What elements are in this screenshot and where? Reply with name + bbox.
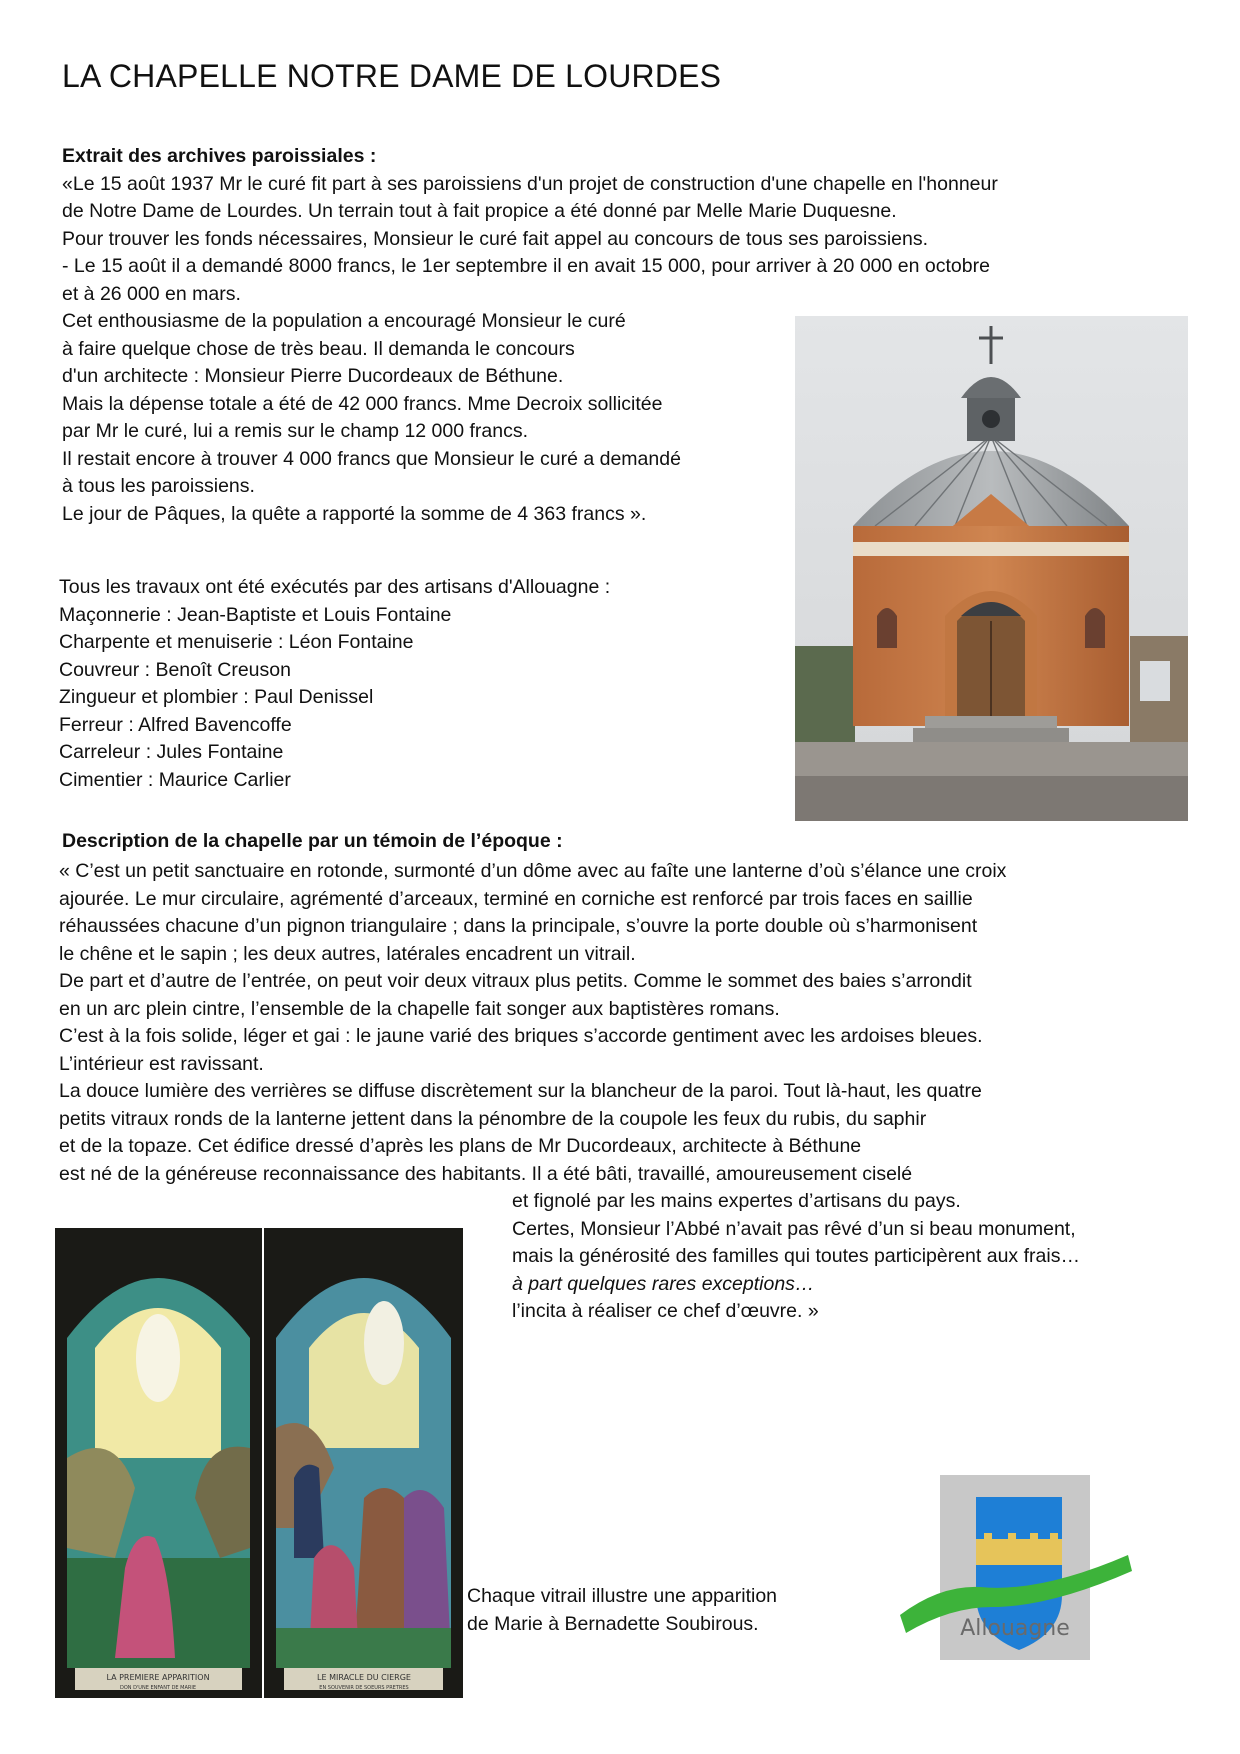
caption-line: de Marie à Bernadette Soubirous. bbox=[467, 1612, 759, 1635]
archives-line: par Mr le curé, lui a remis sur le champ 12 000 francs. bbox=[62, 420, 529, 442]
description-line: et de la topaze. Cet édifice dressé d’après les plans de Mr Ducordeaux, architecte à Béthune bbox=[59, 1135, 862, 1157]
archives-line: - Le 15 août il a demandé 8000 francs, le 1er septembre il en avait 15 000, pour arriver à 20 000 en octobre bbox=[62, 255, 990, 277]
description-line: le chêne et le sapin ; les deux autres, latérales encadrent un vitrail. bbox=[59, 942, 636, 965]
archives-line: d'un architecte : Monsieur Pierre Ducordeaux de Béthune. bbox=[62, 365, 564, 387]
description-line: en un arc plein cintre, l’ensemble de la chapelle fait songer aux baptistères romans. bbox=[59, 997, 780, 1020]
right-window-sub: EN SOUVENIR DE SOEURS PRETRES bbox=[319, 1685, 409, 1691]
description-line: L’intérieur est ravissant. bbox=[59, 1052, 264, 1075]
archives-line: et à 26 000 en mars. bbox=[62, 282, 241, 305]
archives-line: Le jour de Pâques, la quête a rapporté la somme de 4 363 francs ». bbox=[62, 502, 647, 525]
archives-line: Il restait encore à trouver 4 000 francs que Monsieur le curé a demandé bbox=[62, 447, 681, 470]
archives-line: «Le 15 août 1937 Mr le curé fit part à ses paroissiens d'un projet de construction d'une chapelle en l'honneur bbox=[62, 172, 998, 195]
artisan-item: Ferreur : Alfred Bavencoffe bbox=[59, 713, 292, 736]
description-body-right bbox=[512, 1188, 1212, 1326]
page-title: LA CHAPELLE NOTRE DAME DE LOURDES bbox=[62, 58, 722, 94]
description-line: Certes, Monsieur l’Abbé n’avait pas rêvé d’un si beau monument, bbox=[512, 1217, 1076, 1240]
description-line: De part et d’autre de l’entrée, on peut voir deux vitraux plus petits. Comme le sommet des baies s’arrondit bbox=[59, 970, 972, 992]
archives-line: Mais la dépense totale a été de 42 000 francs. Mme Decroix sollicitée bbox=[62, 392, 663, 415]
archives-line: Cet enthousiasme de la population a encouragé Monsieur le curé bbox=[62, 310, 626, 332]
artisan-item: Maçonnerie : Jean-Baptiste et Louis Fontaine bbox=[59, 603, 452, 626]
description-line: est né de la généreuse reconnaissance des habitants. Il a été bâti, travaillé, amoureusement ciselé bbox=[59, 1162, 913, 1185]
description-line: mais la générosité des familles qui toutes participèrent aux frais… bbox=[512, 1245, 1080, 1267]
left-window-plaque: LA PREMIERE APPARITION bbox=[106, 1673, 210, 1682]
chapel-photo bbox=[795, 316, 1188, 821]
description-line: C’est à la fois solide, léger et gai : le jaune varié des briques s’accorde gentiment avec les ardoises bleues. bbox=[59, 1025, 983, 1047]
description-line: ajourée. Le mur circulaire, agrémenté d’arceaux, terminé en corniche est renforcé par trois faces en saillie bbox=[59, 887, 973, 910]
left-window-sub: DON D'UNE ENFANT DE MARIE bbox=[119, 1685, 197, 1691]
description-body bbox=[59, 858, 1179, 1188]
description-italic-line: à part quelques rares exceptions… bbox=[512, 1272, 815, 1295]
artisan-item: Carreleur : Jules Fontaine bbox=[59, 741, 284, 763]
artisan-item: Couvreur : Benoît Creuson bbox=[59, 658, 291, 681]
stained-glass-right bbox=[264, 1228, 463, 1698]
artisan-item: Zingueur et plombier : Paul Denissel bbox=[59, 686, 374, 708]
allouagne-logo bbox=[900, 1475, 1150, 1665]
archives-line: de Notre Dame de Lourdes. Un terrain tout à fait propice a été donné par Melle Marie Duquesne. bbox=[62, 200, 897, 222]
artisan-item: Cimentier : Maurice Carlier bbox=[59, 768, 291, 791]
description-heading: Description de la chapelle par un témoin de l’époque : bbox=[62, 830, 563, 852]
archives-line: à faire quelque chose de très beau. Il demanda le concours bbox=[62, 337, 575, 360]
description-line: réhaussées chacune d’un pignon triangulaire ; dans la principale, s’ouvre la porte double où s’harmonisent bbox=[59, 915, 978, 937]
logo-text: Allouagne bbox=[960, 1616, 1070, 1641]
archives-line: Pour trouver les fonds nécessaires, Monsieur le curé fait appel au concours de tous ses paroissiens. bbox=[62, 227, 929, 250]
artisans-intro: Tous les travaux ont été exécutés par des artisans d'Allouagne : bbox=[59, 576, 611, 598]
stained-glass-left bbox=[55, 1228, 262, 1698]
right-window-plaque: LE MIRACLE DU CIERGE bbox=[317, 1673, 411, 1682]
caption-line: Chaque vitrail illustre une apparition bbox=[467, 1585, 778, 1607]
description-line: « C’est un petit sanctuaire en rotonde, surmonté d’un dôme avec au faîte une lanterne d’où s’élance une croix bbox=[59, 860, 1007, 882]
archives-line: à tous les paroissiens. bbox=[62, 475, 255, 497]
description-line: l’incita à réaliser ce chef d’œuvre. » bbox=[512, 1300, 819, 1322]
artisans-section bbox=[59, 574, 759, 794]
artisan-item: Charpente et menuiserie : Léon Fontaine bbox=[59, 631, 414, 653]
description-line: petits vitraux ronds de la lanterne jettent dans la pénombre de la coupole les feux du rubis, du saphir bbox=[59, 1107, 927, 1130]
description-section bbox=[62, 828, 1182, 856]
description-line: La douce lumière des verrières se diffuse discrètement sur la blancheur de la paroi. Tout là-haut, les quatre bbox=[59, 1080, 982, 1102]
archives-heading: Extrait des archives paroissiales : bbox=[62, 145, 377, 167]
windows-caption bbox=[467, 1583, 867, 1638]
description-line: et fignolé par les mains expertes d’artisans du pays. bbox=[512, 1190, 961, 1212]
